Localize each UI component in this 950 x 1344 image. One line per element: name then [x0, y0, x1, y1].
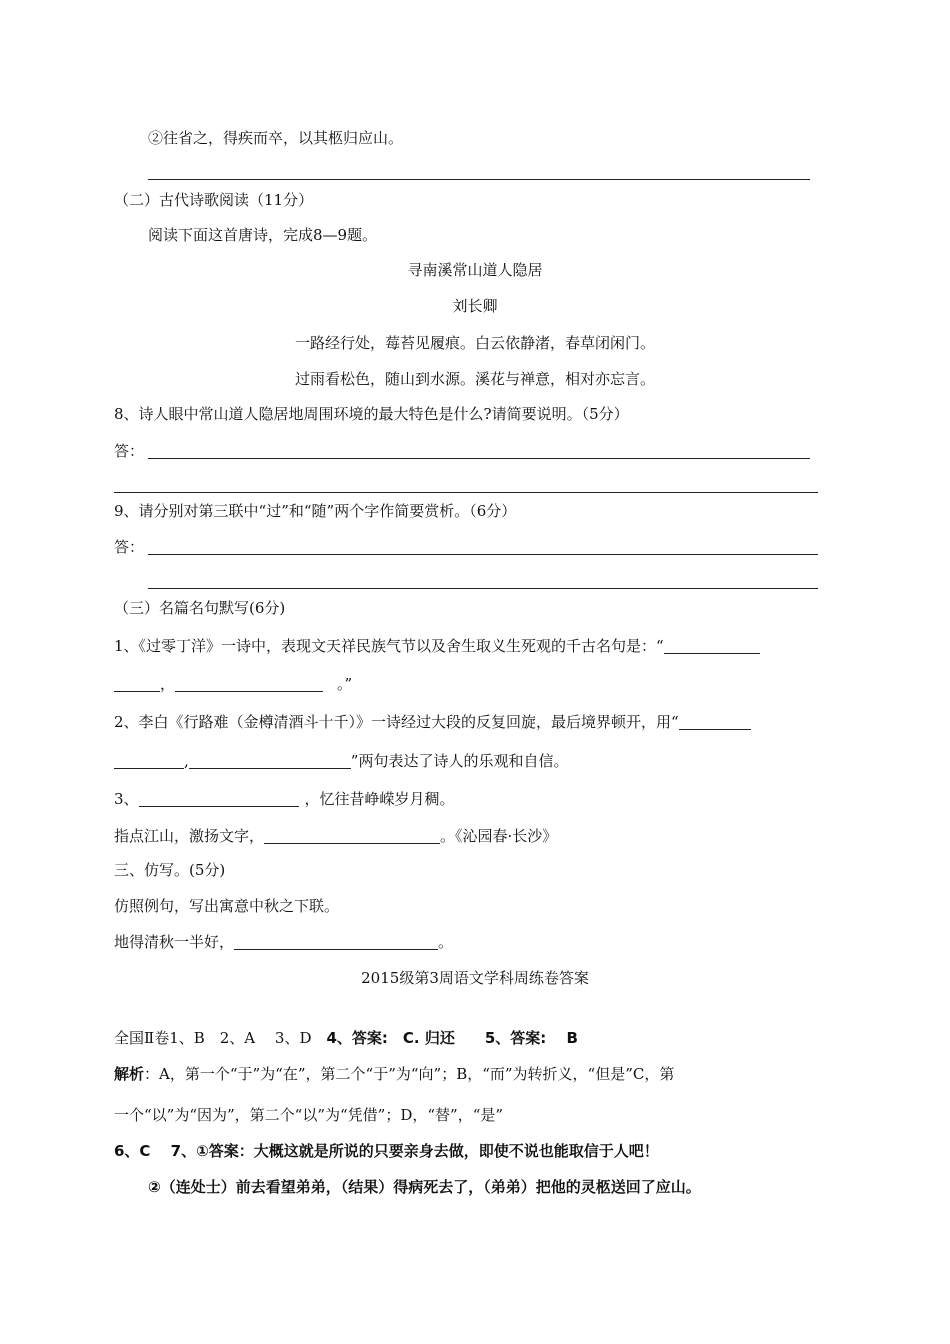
section2-heading: （二）古代诗歌阅读（11分） [114, 191, 314, 209]
answer-line[interactable] [148, 588, 818, 589]
imitation-instruction: 仿照例句，写出寓意中秋之下联。 [114, 897, 340, 915]
question-8: 8、诗人眼中常山道人隐居地周围环境的最大特色是什么?请简要说明。（5分） [114, 405, 629, 423]
poem-line-2: 过雨看松色，随山到水源。溪花与禅意，相对亦忘言。 [294, 370, 655, 388]
answer-label: 答： [114, 538, 145, 556]
answer-7-2: ②（连处士）前去看望弟弟，（结果）得病死去了，（弟弟）把他的灵柩送回了应山。 [148, 1178, 701, 1196]
fill-blank[interactable] [264, 827, 440, 844]
answer-line[interactable] [148, 554, 818, 555]
answer-6-7: 6、C 7、①答案：大概这就是所说的只要亲身去做，即使不说也能取信于人吧！ [114, 1142, 659, 1160]
explanation: 解析：A，第一个“于”为“在”，第二个“于”为“向”；B，“而”为转折义，“但是”C，第 [114, 1065, 675, 1083]
recite-question-2: 2、李白《行路难（金樽清酒斗十千）》一诗经过大段的反复回旋，最后境界顿开，用“ [114, 712, 751, 732]
explanation-cont: 一个“以”为“因为”，第二个“以”为“凭借”；D，“替”，“是” [114, 1106, 504, 1124]
fill-blank[interactable] [114, 675, 160, 692]
recite-question-3: 3、 ，忆往昔峥嵘岁月稠。 [114, 790, 455, 808]
fill-blank[interactable] [189, 752, 351, 769]
recite-question-3-cont: 指点江山，激扬文字， 。《沁园春·长沙》 [114, 827, 558, 845]
answer-label: 答： [114, 442, 145, 460]
answer-key-title: 2015级第3周语文学科周练卷答案 [361, 969, 589, 987]
fill-blank[interactable] [175, 675, 323, 692]
recite-question-2-cont: , ”两句表达了诗人的乐观和自信。 [114, 751, 568, 771]
answer-line[interactable] [148, 179, 810, 180]
fill-blank[interactable] [234, 933, 438, 950]
poem-line-1: 一路经行处，莓苔见履痕。白云依静渚，春草闭闲门。 [294, 334, 655, 352]
recite-question-1: 1、《过零丁洋》一诗中，表现文天祥民族气节以及舍生取义生死观的千古名句是：“ [114, 636, 760, 656]
section2-intro: 阅读下面这首唐诗，完成8—9题。 [148, 226, 378, 244]
imitation-heading: 三、仿写。(5分) [114, 861, 226, 879]
section3-heading: （三）名篇名句默写(6分) [114, 599, 286, 617]
imitation-example: 地得清秋一半好， 。 [114, 933, 454, 951]
fill-blank[interactable] [664, 637, 760, 654]
fill-blank[interactable] [139, 790, 299, 807]
fill-blank[interactable] [679, 713, 751, 730]
recite-question-1-cont: ， 。” [114, 674, 352, 694]
answer-line[interactable] [148, 458, 810, 459]
q7-item-2: ②往省之，得疾而卒，以其柩归应山。 [148, 129, 404, 147]
answer-line-1: 全国Ⅱ卷1、B 2、A 3、D 4、答案: C. 归还 5、答案: B [114, 1029, 578, 1047]
fill-blank[interactable] [114, 752, 184, 769]
poet-name: 刘长卿 [452, 297, 498, 315]
question-9: 9、请分别对第三联中“过”和“随”两个字作简要赏析。（6分） [114, 502, 517, 520]
poem-title: 寻南溪常山道人隐居 [407, 261, 543, 279]
answer-line[interactable] [114, 492, 818, 493]
